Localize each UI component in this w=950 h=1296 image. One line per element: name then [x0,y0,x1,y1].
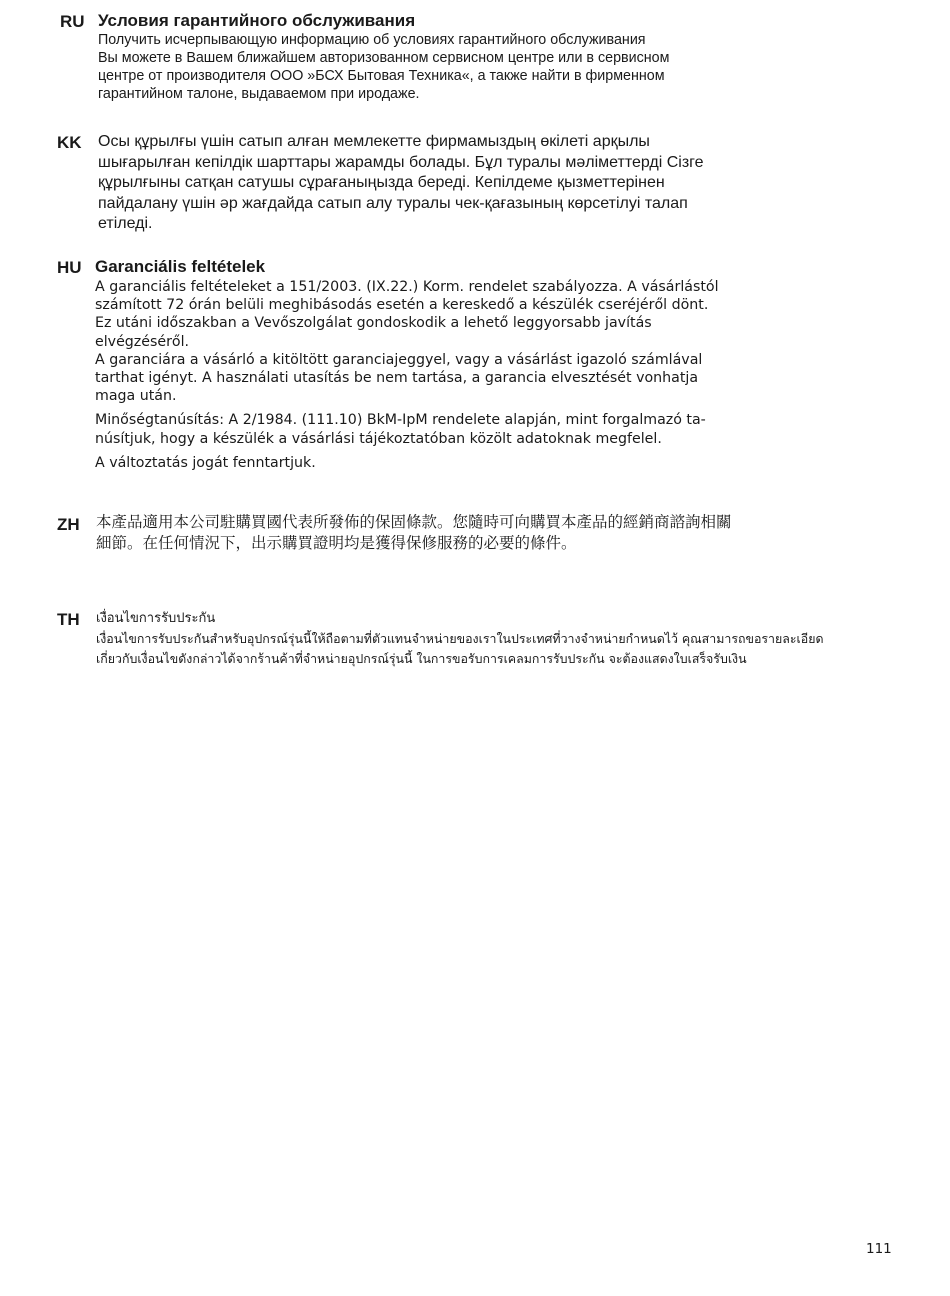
section-hu-title: Garanciális feltételek [95,257,266,276]
text-line: құрылғыны сатқан сатушы сұрағаныңызда береді. Кепілдеме қызметтерінен [98,174,665,191]
text-line: Вы можете в Вашем ближайшем авторизованном сервисном центре или в сервисном [98,50,670,66]
section-zh-body [96,512,796,554]
text-line: Получить исчерпывающую информацию об условиях гарантийного обслуживания [98,32,646,48]
text-line: пайдалану үшін әр жағдайда сатып алу туралы чек-қағазының көрсетілуі талап [98,194,688,212]
language-code-zh: ZH [57,515,80,534]
text-line: A garanciális feltételeket a 151/2003. (IX.22.) Korm. rendelet szabályozza. A vásárlástól [95,279,719,295]
language-code-kk: KK [57,133,82,152]
text-line: гарантийном талоне, выдаваемом при иродаже. [98,86,420,102]
paragraph [95,454,795,472]
text-line: шығарылған кепілдік шарттары жарамды болады. Бұл туралы мәліметтерді Сізге [98,153,704,171]
section-kk-body [98,132,798,235]
text-line: เกี่ยวกับเงื่อนไขดังกล่าวได้จากร้านค้าที่จำหน่ายอุปกรณ์รุ่นนี้ ในการขอรับการเคลมการรับประกัน จะต้องแสดงใบเสร็จรับเงิน [96,651,747,666]
text-line: 細節。在任何情況下，出示購買證明均是獲得保修服務的必要的條件。 [96,534,577,552]
text-line: maga után. [95,388,177,405]
text-line: เงื่อนไขการรับประกันสำหรับอุปกรณ์รุ่นนี้ให้ถือตามที่ตัวแทนจำหน่ายของเราในประเทศที่วางจำหน่ายกำหนดไว้ คุณสามารถขอรายละเอียด [96,631,824,646]
text-line: центре от производителя ООО »БСХ Бытовая Техника«, а также найти в фирменном [98,68,665,84]
text-line: Осы құрылғы үшін сатып алған мемлекетте фирмамыздың өкілеті арқылы [98,133,650,150]
text-line: етіледі. [98,215,153,232]
page-number: 111 [866,1241,892,1257]
text-line: 本產品適用本公司駐購買國代表所發佈的保固條款。您隨時可向購買本產品的經銷商諮詢相關 [96,513,732,531]
text-line: Minőségtanúsítás: A 2/1984. (111.10) BkM-IpM rendelete alapján, mint forgalmazó ta- [95,412,706,429]
text-line: A változtatás jogát fenntartjuk. [95,454,316,471]
language-code-th: TH [57,610,80,629]
language-code-hu: HU [57,258,82,277]
section-hu-body [95,256,795,478]
section-th-body [96,609,824,669]
text-line: núsítjuk, hogy a készülék a vásárlási tájékoztatóban közölt adatoknak megfelel. [95,430,662,447]
text-line: Ez utáni időszakban a Vevőszolgálat gondoskodik a lehető leggyorsabb javítás [95,315,652,332]
text-line: A garanciára a vásárló a kitöltött garanciajeggyel, vagy a vásárlást igazoló számlával [95,351,703,368]
section-ru-body [98,11,798,103]
paragraph [95,278,795,405]
paragraph [95,411,795,447]
text-line: számított 72 órán belüli meghibásodás esetén a kereskedő a készülék cseréjéről dönt. [95,297,709,314]
text-line: elvégzéséről. [95,333,190,350]
text-line: tarthat igényt. A használati utasítás be nem tartása, a garancia elvesztését vonhatja [95,370,699,387]
section-ru-title: Условия гарантийного обслуживания [98,11,416,30]
language-code-ru: RU [60,12,85,31]
section-th-title: เงื่อนไขการรับประกัน [96,611,216,626]
